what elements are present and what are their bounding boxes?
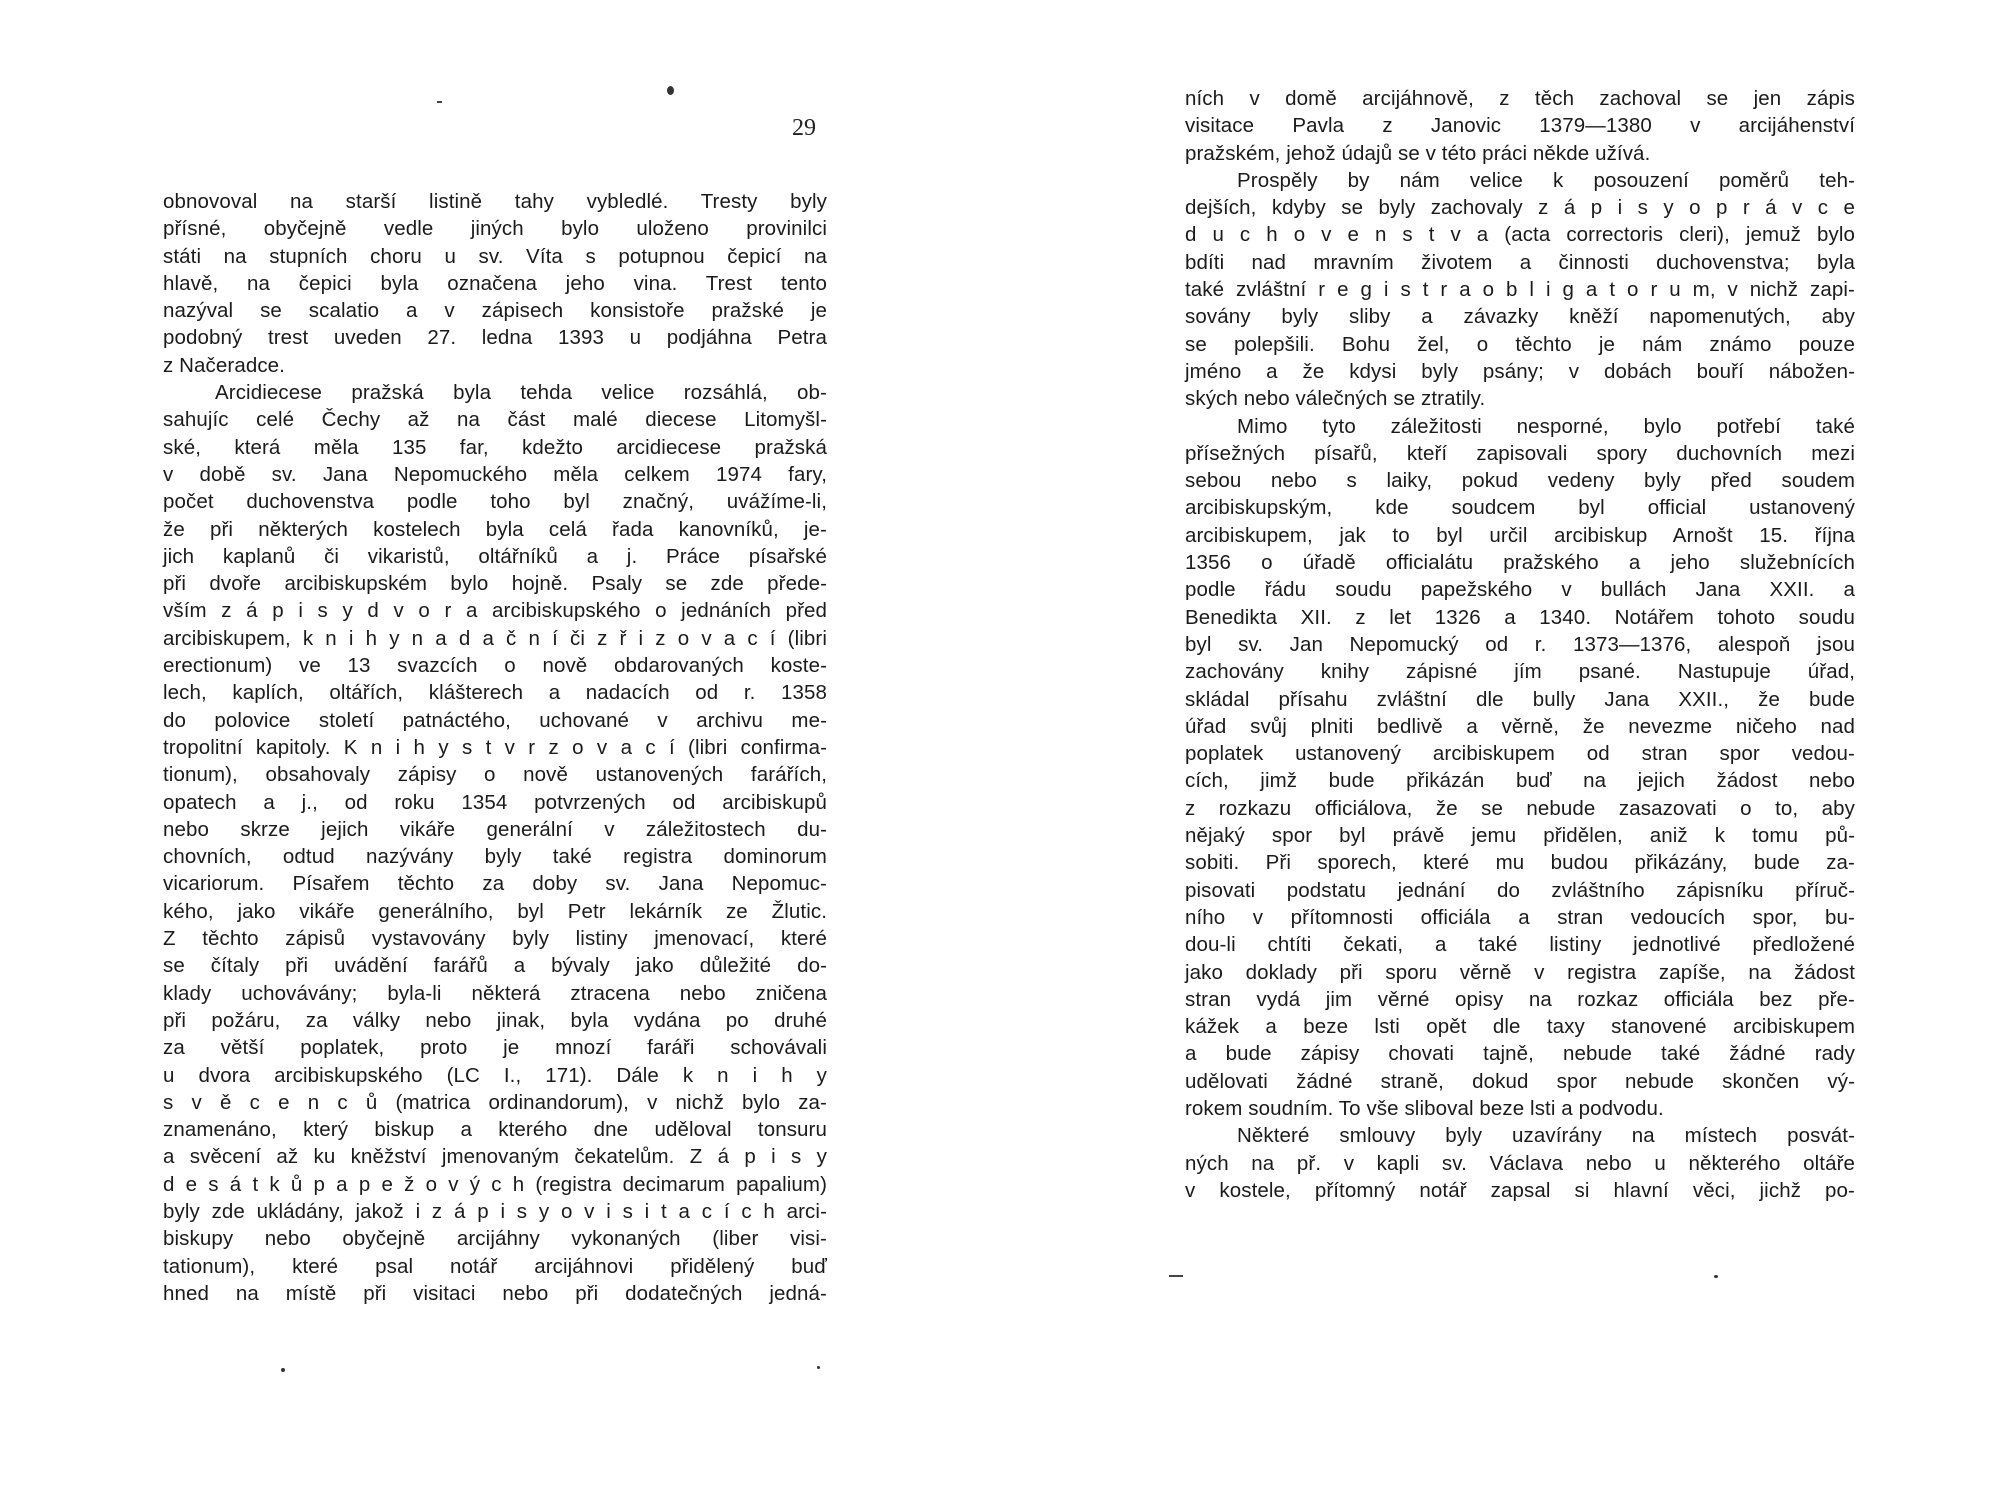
text-line: Z těchto zápisů vystavovány byly listiny jmenovací, které <box>163 927 827 951</box>
text-line: stran vydá jim věrné opisy na rozkaz officiála bez pře- <box>1185 987 1855 1011</box>
ink-mark <box>1169 1275 1183 1277</box>
text-line: byly zde ukládány, jakož i z á p i s y o v i s i t a c í c h arci- <box>163 1199 827 1223</box>
text-line: se čítaly při uvádění farářů a bývaly jako důležité do- <box>163 954 827 978</box>
text-line: vším z á p i s y d v o r a arcibiskupského o jednáních před <box>163 599 827 623</box>
text-line: tationum), které psal notář arcijáhnovi přidělený buď <box>163 1254 827 1278</box>
right-page <box>999 0 1998 1501</box>
text-line: erectionum) ve 13 svazcích o nově obdarovaných koste- <box>163 654 827 678</box>
text-line: nějaký spor byl právě jemu přidělen, aniž k tomu pů- <box>1185 824 1855 848</box>
text-line: arcibiskupem, jak to byl určil arcibiskup Arnošt 15. října <box>1185 523 1855 547</box>
page-number: 29 <box>792 115 816 141</box>
text-line: obnovoval na starší listině tahy vybledlé. Tresty byly <box>163 190 827 213</box>
text-line: také zvláštní r e g i s t r a o b l i g a t o r u m, v nichž zapi- <box>1185 278 1855 302</box>
text-line: sovány byly sliby a závazky kněží napomenutých, aby <box>1185 305 1855 329</box>
text-line: při dvoře arcibiskupském bylo hojně. Psaly se zde přede- <box>163 572 827 596</box>
text-line: d u c h o v e n s t v a (acta correctoris cleri), jemuž bylo <box>1185 223 1855 247</box>
text-line: pražském, jehož údajů se v této práci někde užívá. <box>1185 141 1651 165</box>
text-line: arcibiskupským, kde soudcem byl official ustanovený <box>1185 496 1855 520</box>
text-line: při požáru, za války nebo jinak, byla vydána po druhé <box>163 1008 827 1032</box>
ink-speck <box>1714 1275 1718 1278</box>
text-line: Prospěly by nám velice k posouzení poměrů teh- <box>1237 168 1855 192</box>
text-line: visitace Pavla z Janovic 1379—1380 v arcijáhenství <box>1185 114 1855 138</box>
text-line: chovních, odtud nazývány byly také registra dominorum <box>163 845 827 869</box>
text-line: ských nebo válečných se ztratily. <box>1185 387 1486 411</box>
text-line: dejších, kdyby se byly zachovaly z á p i s y o p r á v c e <box>1185 196 1855 220</box>
text-line: ního v přítomnosti officiála a stran vedoucích spor, bu- <box>1185 905 1855 929</box>
text-line: udělovati žádné straně, dokud spor nebude skončen vý- <box>1185 1069 1855 1093</box>
text-line: kážek a beze lsti opět dle taxy stanovené arcibiskupem <box>1185 1015 1855 1039</box>
text-line: v době sv. Jana Nepomuckého měla celkem 1974 fary, <box>163 462 827 486</box>
text-line: opatech a j., od roku 1354 potvrzených od arcibiskupů <box>163 790 827 814</box>
text-line: státi na stupních choru u sv. Víta s potupnou čepicí na <box>163 244 827 268</box>
text-line: tionum), obsahovaly zápisy o nově ustanovených farářích, <box>163 763 827 787</box>
ink-mark <box>437 101 442 103</box>
left-body-text <box>163 188 827 1307</box>
text-line: zachovány knihy zápisné jím psané. Nastupuje úřad, <box>1185 660 1855 684</box>
text-line: byl sv. Jan Nepomucký od r. 1373—1376, alespoň jsou <box>1185 632 1855 656</box>
text-line: z Načeradce. <box>163 353 285 377</box>
text-line: dou-li chtíti čekati, a také listiny jednotlivé předložené <box>1185 933 1855 957</box>
text-line: znamenáno, který biskup a kterého dne uděloval tonsuru <box>163 1118 827 1142</box>
text-line: a svěcení až ku kněžství jmenovaným čekatelům. Z á p i s y <box>163 1145 827 1169</box>
text-line: že při některých kostelech byla celá řada kanovníků, je- <box>163 517 827 541</box>
text-line: za větší poplatek, proto je mnozí faráři schovávali <box>163 1036 827 1060</box>
text-line: přísné, obyčejně vedle jiných bylo uloženo provinilci <box>163 217 827 241</box>
ink-speck <box>281 1368 285 1372</box>
text-line: a bude zápisy chovati tajně, nebude také žádné rady <box>1185 1042 1855 1066</box>
text-line: 1356 o úřadě officialátu pražského a jeho služebnících <box>1185 551 1855 575</box>
text-line: arcibiskupem, k n i h y n a d a č n í či z ř i z o v a c í (libri <box>163 626 827 650</box>
text-line: nebo skrze jejich vikáře generální v záležitostech du- <box>163 817 827 841</box>
text-line: podle řádu soudu papežského v bullách Jana XXII. a <box>1185 578 1855 602</box>
text-line: nazýval se scalatio a v zápisech konsistoře pražské je <box>163 299 827 323</box>
text-line: tropolitní kapitoly. K n i h y s t v r z o v a c í (libri confirma- <box>163 735 827 759</box>
ink-speck <box>817 1366 820 1369</box>
text-line: biskupy nebo obyčejně arcijáhny vykonaných (liber visi- <box>163 1227 827 1251</box>
text-line: klady uchovávány; byla-li některá ztracena nebo zničena <box>163 981 827 1005</box>
text-line: hlavě, na čepici byla označena jeho vina. Trest tento <box>163 271 827 295</box>
text-line: jako doklady při sporu věrně v registra zapíše, na žádost <box>1185 960 1855 984</box>
text-line: počet duchovenstva podle toho byl značný, uvážíme-li, <box>163 490 827 514</box>
text-line: Benedikta XII. z let 1326 a 1340. Notářem tohoto soudu <box>1185 605 1855 629</box>
text-line: cích, jimž bude přikázán buď na jejich žádost nebo <box>1185 769 1855 793</box>
ink-speck <box>667 86 674 95</box>
text-line: jméno a že kdysi byly psány; v dobách bouří nábožen- <box>1185 359 1855 383</box>
right-body-text <box>1185 85 1855 1204</box>
text-line: přísežných písařů, kteří zapisovali spory duchovních mezi <box>1185 441 1855 465</box>
text-line: kého, jako vikáře generálního, byl Petr lekárník ze Žlutic. <box>163 899 827 923</box>
text-line: podobný trest uveden 27. ledna 1393 u podjáhna Petra <box>163 326 827 350</box>
text-line: pisovati podstatu jednání do zvláštního zápisníku příruč- <box>1185 878 1855 902</box>
text-line: do polovice století patnáctého, uchované v archivu me- <box>163 708 827 732</box>
text-line: z rozkazu officiálova, že se nebude zasazovati o to, aby <box>1185 796 1855 820</box>
text-line: hned na místě při visitaci nebo při dodatečných jedná- <box>163 1281 827 1305</box>
text-line: v kostele, přítomný notář zapsal si hlavní věci, jichž po- <box>1185 1178 1855 1202</box>
text-line: d e s á t k ů p a p e ž o v ý c h (registra decimarum papalium) <box>163 1172 827 1196</box>
text-line: Mimo tyto záležitosti nesporné, bylo potřebí také <box>1237 414 1855 438</box>
text-line: sebou nebo s laiky, pokud vedeny byly před soudem <box>1185 469 1855 493</box>
text-line: bdíti nad mravním životem a činnosti duchovenstva; byla <box>1185 250 1855 274</box>
text-line: s v ě c e n c ů (matrica ordinandorum), v nichž bylo za- <box>163 1090 827 1114</box>
text-line: lech, kaplích, oltářích, klášterech a nadacích od r. 1358 <box>163 681 827 705</box>
text-line: ních v domě arcijáhnově, z těch zachoval se jen zápis <box>1185 87 1855 110</box>
text-line: vicariorum. Písařem těchto za doby sv. Jana Nepomuc- <box>163 872 827 896</box>
text-line: poplatek ustanovený arcibiskupem od stran spor vedou- <box>1185 742 1855 766</box>
text-line: rokem soudním. To vše sliboval beze lsti a podvodu. <box>1185 1096 1664 1120</box>
text-line: ské, která měla 135 far, kdežto arcidiecese pražská <box>163 435 827 459</box>
text-line: u dvora arcibiskupského (LC I., 171). Dále k n i h y <box>163 1063 827 1087</box>
text-line: se polepšili. Bohu žel, o těchto je nám známo pouze <box>1185 332 1855 356</box>
text-line: Arcidiecese pražská byla tehda velice rozsáhlá, ob- <box>215 381 827 405</box>
text-line: skládal přísahu zvláštní dle bully Jana XXII., že bude <box>1185 687 1855 711</box>
text-line: Některé smlouvy byly uzavírány na místech posvát- <box>1237 1124 1855 1148</box>
text-line: sobiti. Při sporech, které mu budou přikázány, bude za- <box>1185 851 1855 875</box>
text-line: sahujíc celé Čechy až na část malé diecese Litomyšl- <box>163 408 827 432</box>
text-line: úřad svůj plniti bedlivě a věrně, že nevezme ničeho nad <box>1185 714 1855 738</box>
text-line: jich kaplanů či vikaristů, oltářníků a j. Práce písařské <box>163 544 827 568</box>
text-line: ných na př. v kapli sv. Václava nebo u některého oltáře <box>1185 1151 1855 1175</box>
